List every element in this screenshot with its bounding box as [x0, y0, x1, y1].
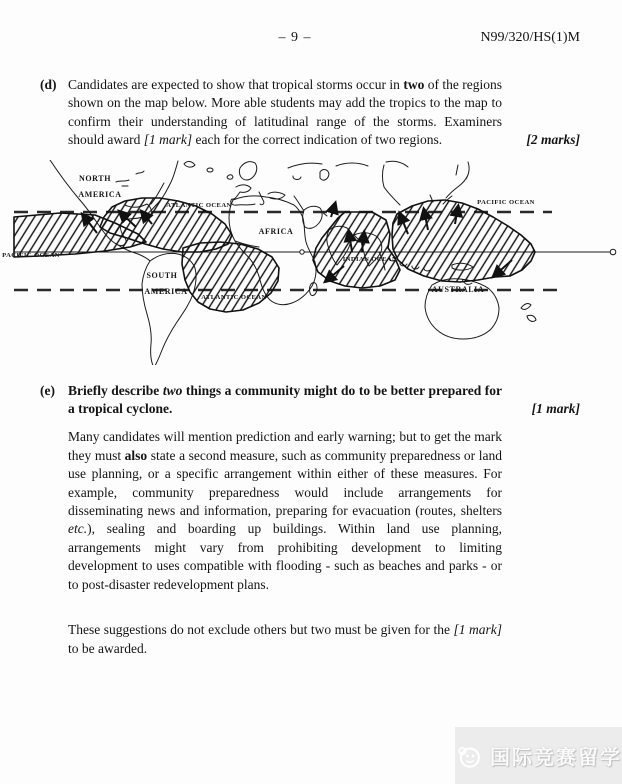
watermark-text: 国际竞赛留学: [490, 747, 622, 769]
label-pacific-ocean-west: PACIFIC OCEAN: [477, 198, 535, 206]
item-e-label: (e): [40, 382, 55, 398]
label-africa: AFRICA: [258, 226, 294, 236]
item-e-marks: [1 mark]: [531, 401, 580, 417]
item-d-seg1: Candidates are expected to show that tropical storms occur in: [68, 77, 404, 92]
answer-seg1: Many candidates will mention prediction and early warning; but to get the mark they must: [68, 429, 502, 463]
storm-region-south-atlantic: [182, 242, 279, 312]
note-paragraph: [68, 621, 502, 658]
item-d-label: (d): [40, 77, 57, 92]
black-caspian-seas-outline: [293, 169, 329, 180]
watermark-logo-icon: [455, 739, 483, 773]
europe-mediterranean-outline: [231, 184, 285, 204]
storm-region-west-pacific: [392, 200, 535, 282]
equator-end-circle: [610, 249, 616, 255]
greenland-iceland-outline: [184, 161, 213, 172]
scanned-document-page: [0, 30, 622, 784]
item-e: [0, 382, 622, 419]
item-d-text: [68, 76, 502, 150]
japan-kamchatka-outline: [443, 162, 469, 204]
world-map-figure: [0, 160, 622, 370]
label-south-america-line1: SOUTH: [146, 270, 178, 280]
item-e-seg2: two: [162, 382, 183, 398]
watermark-banner: [455, 727, 622, 784]
new-zealand-outline: [521, 303, 536, 321]
label-indian-ocean: INDIAN OCEAN: [342, 255, 398, 263]
label-atlantic-ocean-south: ATLANTIC OCEAN: [201, 293, 267, 301]
label-atlantic-ocean-north: ATLANTIC OCEAN: [166, 201, 232, 209]
great-lakes-outline: [116, 171, 144, 186]
tropical-storm-regions-map: [0, 160, 622, 365]
item-d-seg2: two: [403, 77, 425, 92]
label-australia: AUSTRALIA: [431, 284, 485, 294]
item-d-seg4: [1 mark]: [143, 132, 193, 148]
answer-seg3: state a second measure, such as community preparedness or land use planning, or a specific arrangement within either of these measures. For example, community preparedness would include arrangements for disseminating news and information, preparing for evacuation (routes, shelters: [68, 447, 503, 519]
label-north-america-line2: AMERICA: [78, 189, 122, 199]
page-header: [0, 30, 622, 50]
answer-seg4: etc.: [68, 521, 88, 537]
item-e-seg3: things a community might do to be better prepared for a tropical cyclone.: [68, 382, 502, 417]
equator-marker-circle: [300, 249, 304, 253]
item-e-text: [68, 382, 502, 419]
item-d: [0, 76, 622, 150]
page-number: – 9 –: [278, 30, 312, 45]
item-d-seg3: of the regions shown on the map below. More able students may add the tropics to the map to confirm their understanding of latitudinal range of the storms. Examiners should award: [68, 77, 502, 148]
answer-seg2: also: [124, 447, 148, 463]
storm-track-arrow: [331, 204, 335, 217]
answer-seg5: ), sealing and boarding up buildings. Within land use planning, arrangements might vary from prohibiting development to limiting development to uses compatible with flooding - such as beaches and parks - or to post-disaster redevelopment plans.: [68, 521, 502, 592]
answer-paragraph: [68, 428, 502, 594]
asia-coast-outline: [288, 161, 433, 205]
label-north-america-line1: NORTH: [78, 173, 112, 183]
document-code: N99/320/HS(1)M: [480, 30, 580, 45]
label-south-america-line2: AMERICA: [144, 286, 188, 296]
item-e-seg1: Briefly describe: [68, 382, 163, 398]
storm-region-indian-ocean: [313, 212, 400, 288]
note-seg3: to be awarded.: [68, 640, 148, 656]
item-d-seg5: each for the correct indication of two regions.: [192, 132, 443, 148]
note-seg2: [1 mark]: [453, 622, 502, 638]
scandinavia-uk-outline: [227, 161, 257, 179]
note-seg1: These suggestions do not exclude others but two must be given for the: [68, 622, 454, 638]
item-d-marks: [2 marks]: [526, 132, 580, 148]
label-pacific-ocean-east: PACIFIC OCEAN: [2, 251, 60, 259]
